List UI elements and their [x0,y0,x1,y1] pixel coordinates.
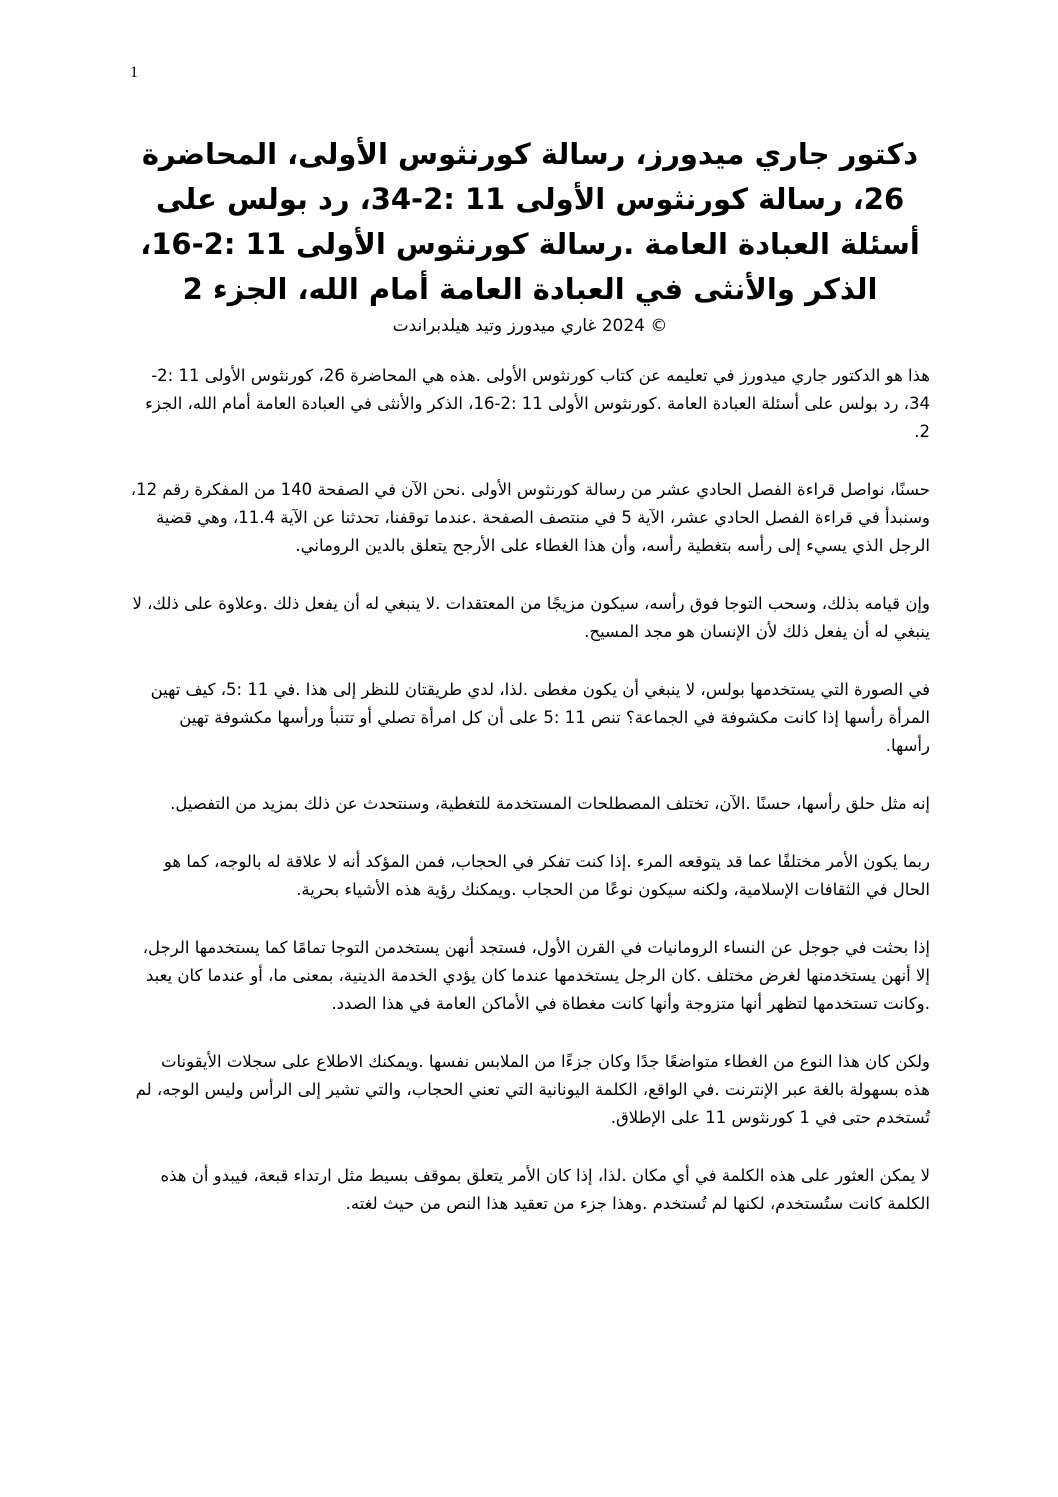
document-title: دكتور جاري ميدورز، رسالة كورنثوس الأولى، المحاضرة 26، رسالة كورنثوس الأولى 11 :2-34، رد بولس على أسئلة العبادة العامة .رسالة كورنثوس الأولى 11 :2-16، الذكر والأنثى في العبادة العامة أمام الله، الجزء 2 [140,137,920,306]
copyright-line: © 2024 غاري ميدورز وتيد هيلدبراندت [392,316,668,336]
paragraph-2: حسنًا، نواصل قراءة الفصل الحادي عشر من رسالة كورنثوس الأولى .نحن الآن في الصفحة 140 من المفكرة رقم 12، وسنبدأ في قراءة الفصل الحادي عشر، الآية 5 في منتصف الصفحة .عندما توقفنا، تحدثنا عن الآية 11.4، وهي قضية الرجل الذي يسيء إلى رأسه بتغطية رأسه، وأن هذا الغطاء على الأرجح يتعلق بالدين الروماني. [130,480,930,555]
paragraph-3: وإن قيامه بذلك، وسحب التوجا فوق رأسه، سيكون مزيجًا من المعتقدات .لا ينبغي له أن يفعل ذلك .وعلاوة على ذلك، لا ينبغي له أن يفعل ذلك لأن الإنسان هو مجد المسيح. [132,594,930,641]
paragraph-4: في الصورة التي يستخدمها بولس، لا ينبغي أن يكون مغطى .لذا، لدي طريقتان للنظر إلى هذا .في 11 :5، كيف تهين المرأة رأسها إذا كانت مكشوفة في الجماعة؟ تنص 11 :5 على أن كل امرأة تصلي أو تتنبأ ورأسها مكشوفة تهين رأسها. [150,680,930,755]
paragraph-1: هذا هو الدكتور جاري ميدورز في تعليمه عن كتاب كورنثوس الأولى .هذه هي المحاضرة 26، كورنثوس الأولى 11 :2-34، رد بولس على أسئلة العبادة العامة .كورنثوس الأولى 11 :2-16، الذكر والأنثى في العبادة العامة أمام الله، الجزء 2. [145,366,930,441]
paragraph-8: ولكن كان هذا النوع من الغطاء متواضعًا جدًا وكان جزءًا من الملابس نفسها .ويمكنك الاطلاع على سجلات الأيقونات هذه بسهولة بالغة عبر الإنترنت .في الواقع، الكلمة اليونانية التي تعني الحجاب، والتي تشير إلى الرأس وليس الوجه، لم تُستخدم حتى في 1 كورنثوس 11 على الإطلاق. [135,1052,930,1127]
paragraph-5: إنه مثل حلق رأسها، حسنًا .الآن، تختلف المصطلحات المستخدمة للتغطية، وسنتحدث عن ذلك بمزيد من التفصيل. [170,794,930,813]
paragraph-9: لا يمكن العثور على هذه الكلمة في أي مكان .لذا، إذا كان الأمر يتعلق بموقف بسيط مثل ارتداء قبعة، فيبدو أن هذه الكلمة كانت ستُستخدم، لكنها لم تُستخدم .وهذا جزء من تعقيد هذا النص من حيث لغته. [160,1166,930,1213]
title-block [130,132,930,338]
page-number: 1 [130,64,138,81]
document-body [130,362,930,1248]
paragraph-7: إذا بحثت في جوجل عن النساء الرومانيات في القرن الأول، فستجد أنهن يستخدمن التوجا تمامًا كما يستخدمها الرجل، إلا أنهن يستخدمنها لغرض مختلف .كان الرجل يستخدمها عندما كان يؤدي الخدمة الدينية، بمعنى ما، أو عندما كان يعبد .وكانت تستخدمها لتظهر أنها متزوجة وأنها كانت مغطاة في الأماكن العامة في هذا الصدد. [142,938,930,1013]
paragraph-6: ربما يكون الأمر مختلفًا عما قد يتوقعه المرء .إذا كنت تفكر في الحجاب، فمن المؤكد أنه لا علاقة له بالوجه، كما هو الحال في الثقافات الإسلامية، ولكنه سيكون نوعًا من الحجاب .ويمكنك رؤية هذه الأشياء بحرية. [163,852,930,899]
